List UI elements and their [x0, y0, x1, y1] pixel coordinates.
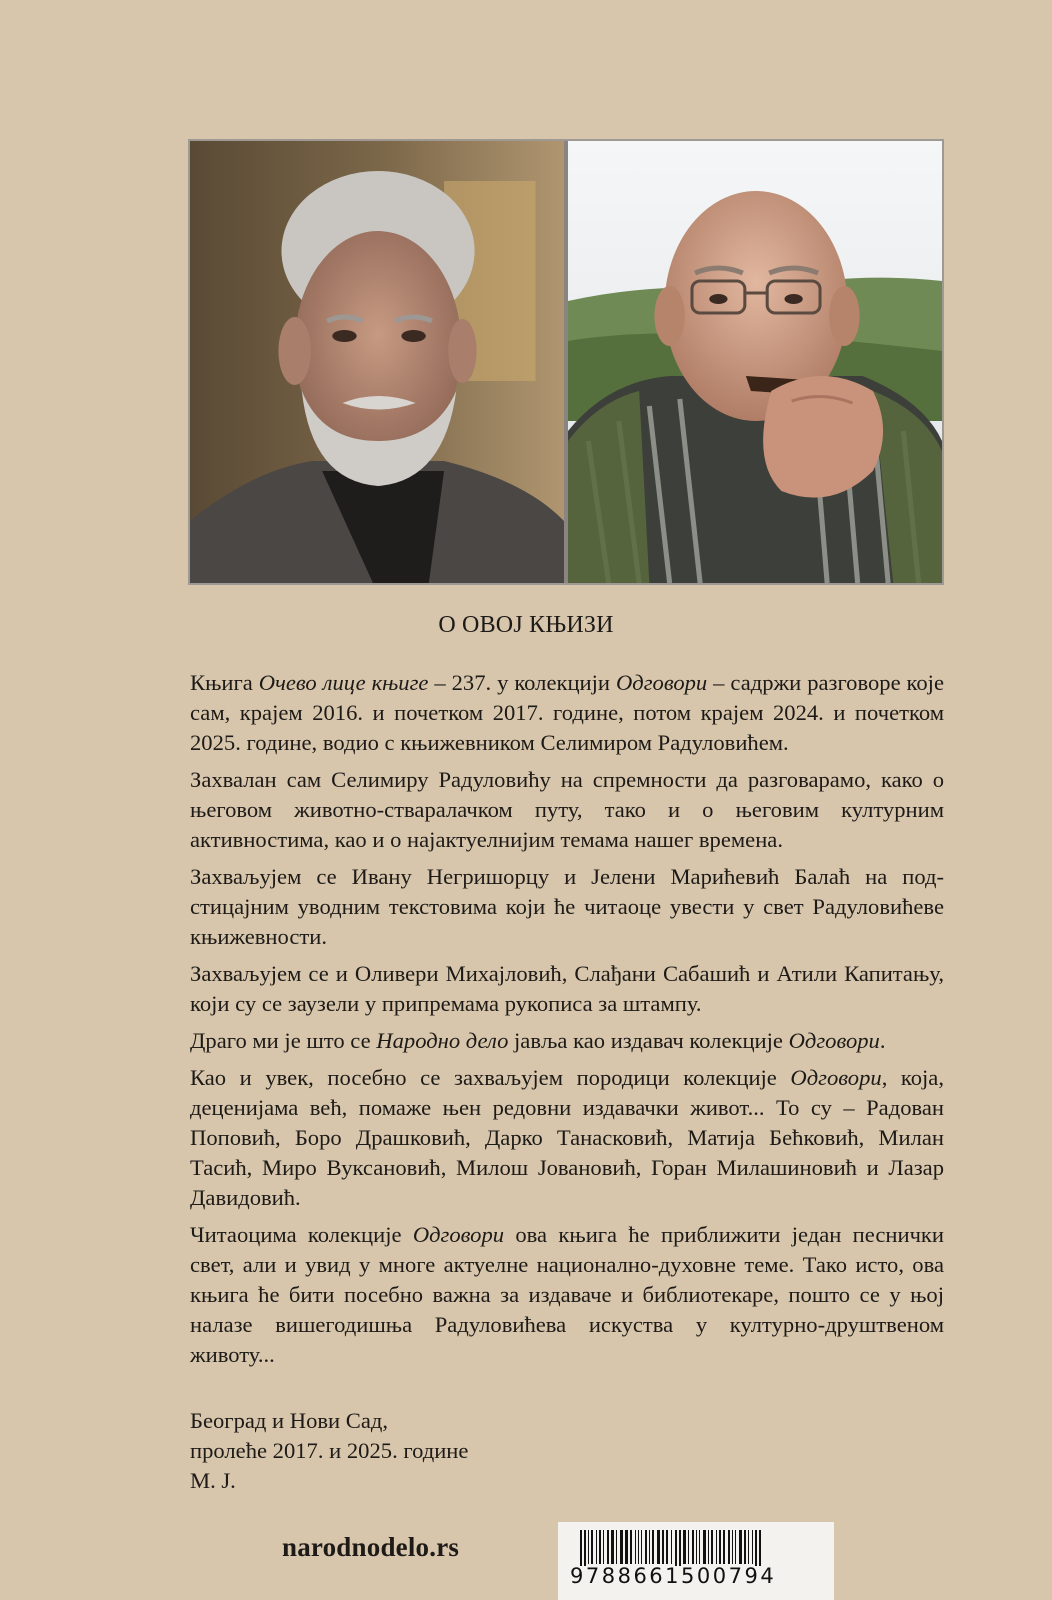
paragraph-2: Захвалан сам Селимиру Радуловићу на спремности да разговарамо, како о његовом животно-стваралачком путу, тако и о његовим културним активностима, као и о најактуелнијим темама нашег времена. [190, 767, 944, 852]
author-photos [188, 139, 944, 585]
text-run: Читаоцима колекције [190, 1222, 413, 1247]
text-run: Драго ми је што се [190, 1028, 377, 1053]
barcode-bar [692, 1530, 694, 1564]
barcode-bar [662, 1530, 664, 1564]
barcode-bar [635, 1530, 636, 1564]
text-run: ова књига ће приближити један песнички свет, али и увид у многе актуелне национално-духовне теме. Тако исто, ова књига ће бити посебно важна за издаваче и библиотекаре, пошто се у њој налазе вишегодишња Радуловићева искуства у културно-друштвеном животу... [190, 1222, 944, 1367]
signature-block [190, 1406, 468, 1496]
barcode-bar [645, 1530, 647, 1564]
collection-title: Одговори [615, 670, 708, 695]
barcode-bar [752, 1530, 753, 1564]
collection-title: Одговори [790, 1065, 882, 1090]
barcode-bar [711, 1530, 713, 1564]
barcode-bar [728, 1530, 730, 1564]
barcode-bar [657, 1530, 660, 1564]
barcode-bar [616, 1530, 617, 1564]
barcode-bar [732, 1530, 733, 1564]
barcode-bar [679, 1530, 681, 1566]
barcode-bar [638, 1530, 639, 1564]
paragraph-4: Захваљујем се и Оливери Михајловић, Слађани Сабашић и Атили Капитању, који су се заузели у припремама рукописа за штампу. [190, 961, 944, 1016]
text-run: , која, деценијама већ, помаже њен редовни издавачки живот... То су – Радован Поповић, Боро Драшковић, Дарко Танасковић, Матија Бећковић, Милан Тасић, Миро Вуксановић, Милош Јовановић, Горан Милашиновић и Лазар Давидовић. [190, 1065, 944, 1210]
barcode-bar [735, 1530, 736, 1564]
text-run: јавља као издавач колекције [508, 1028, 789, 1053]
photo-left-portrait [190, 141, 564, 583]
barcode-bar [675, 1530, 677, 1566]
barcode-bar [607, 1530, 609, 1564]
barcode-bar [652, 1530, 654, 1564]
text-run: – садржи разговоре које сам, крајем 2016. и почетком 2017. године, потом крајем 2024. и почетком 2025. године, водио с књижевником Селимиром Радуловићем. [190, 670, 944, 755]
barcode-bar [599, 1530, 601, 1564]
barcode-bar [649, 1530, 650, 1564]
signature-date: пролеће 2017. и 2025. године [190, 1438, 469, 1463]
isbn-number: 9788661500794 [570, 1564, 777, 1588]
barcode-bar [580, 1530, 582, 1566]
book-description [190, 668, 944, 1377]
publisher-name: Народно дело [376, 1028, 509, 1053]
signature-initials: М. Ј. [190, 1468, 236, 1493]
barcode-bar [744, 1530, 746, 1564]
barcode-bar [666, 1530, 668, 1564]
isbn-barcode [558, 1522, 834, 1600]
barcode-bar [699, 1530, 700, 1564]
text-run: . [879, 1028, 886, 1053]
barcode-bar [671, 1530, 672, 1564]
text-run: – 237. у колекцији [428, 670, 616, 695]
barcode-bar [739, 1530, 742, 1564]
paragraph-7 [190, 1220, 944, 1370]
publisher-website: narodnodelo.rs [282, 1532, 460, 1562]
barcode-bar [630, 1530, 632, 1564]
barcode-bars [558, 1522, 834, 1566]
barcode-bar [719, 1530, 721, 1564]
barcode-bar [696, 1530, 697, 1564]
text-run: Књига [190, 670, 259, 695]
barcode-bar [716, 1530, 717, 1564]
barcode-bar [591, 1530, 593, 1564]
barcode-bar [625, 1530, 628, 1564]
paragraph-3: Захваљујем се Ивану Негришорцу и Јелени Марићевић Балаћ на подстицајним уводним текстовима који ће читаоце увести у свет Радуловићеве књижевности. [190, 864, 944, 949]
barcode-bar [708, 1530, 709, 1564]
paragraph-5 [190, 1026, 944, 1056]
collection-title: Одговори [788, 1028, 880, 1053]
text-run: Као и увек, посебно се захваљујем породици колекције [190, 1065, 791, 1090]
barcode-bar [588, 1530, 589, 1564]
paragraph-1 [190, 668, 944, 758]
barcode-bar [688, 1530, 689, 1564]
section-heading: О ОВОЈ КЊИЗИ [438, 612, 614, 638]
barcode-bar [683, 1530, 686, 1564]
barcode-bar [759, 1530, 761, 1566]
photo-right-portrait [568, 141, 942, 583]
barcode-bar [755, 1530, 757, 1566]
barcode-bar [620, 1530, 623, 1564]
barcode-bar [723, 1530, 725, 1564]
barcode-bar [584, 1530, 586, 1566]
barcode-bar [748, 1530, 749, 1564]
barcode-bar [611, 1530, 614, 1564]
barcode-bar [596, 1530, 597, 1564]
collection-title: Одговори [412, 1222, 505, 1247]
paragraph-6 [190, 1063, 944, 1213]
barcode-bar [603, 1530, 604, 1564]
barcode-bar [703, 1530, 706, 1564]
signature-place: Београд и Нови Сад, [190, 1408, 389, 1433]
book-title: Очево лице књиге [258, 670, 429, 695]
barcode-bar [641, 1530, 642, 1564]
